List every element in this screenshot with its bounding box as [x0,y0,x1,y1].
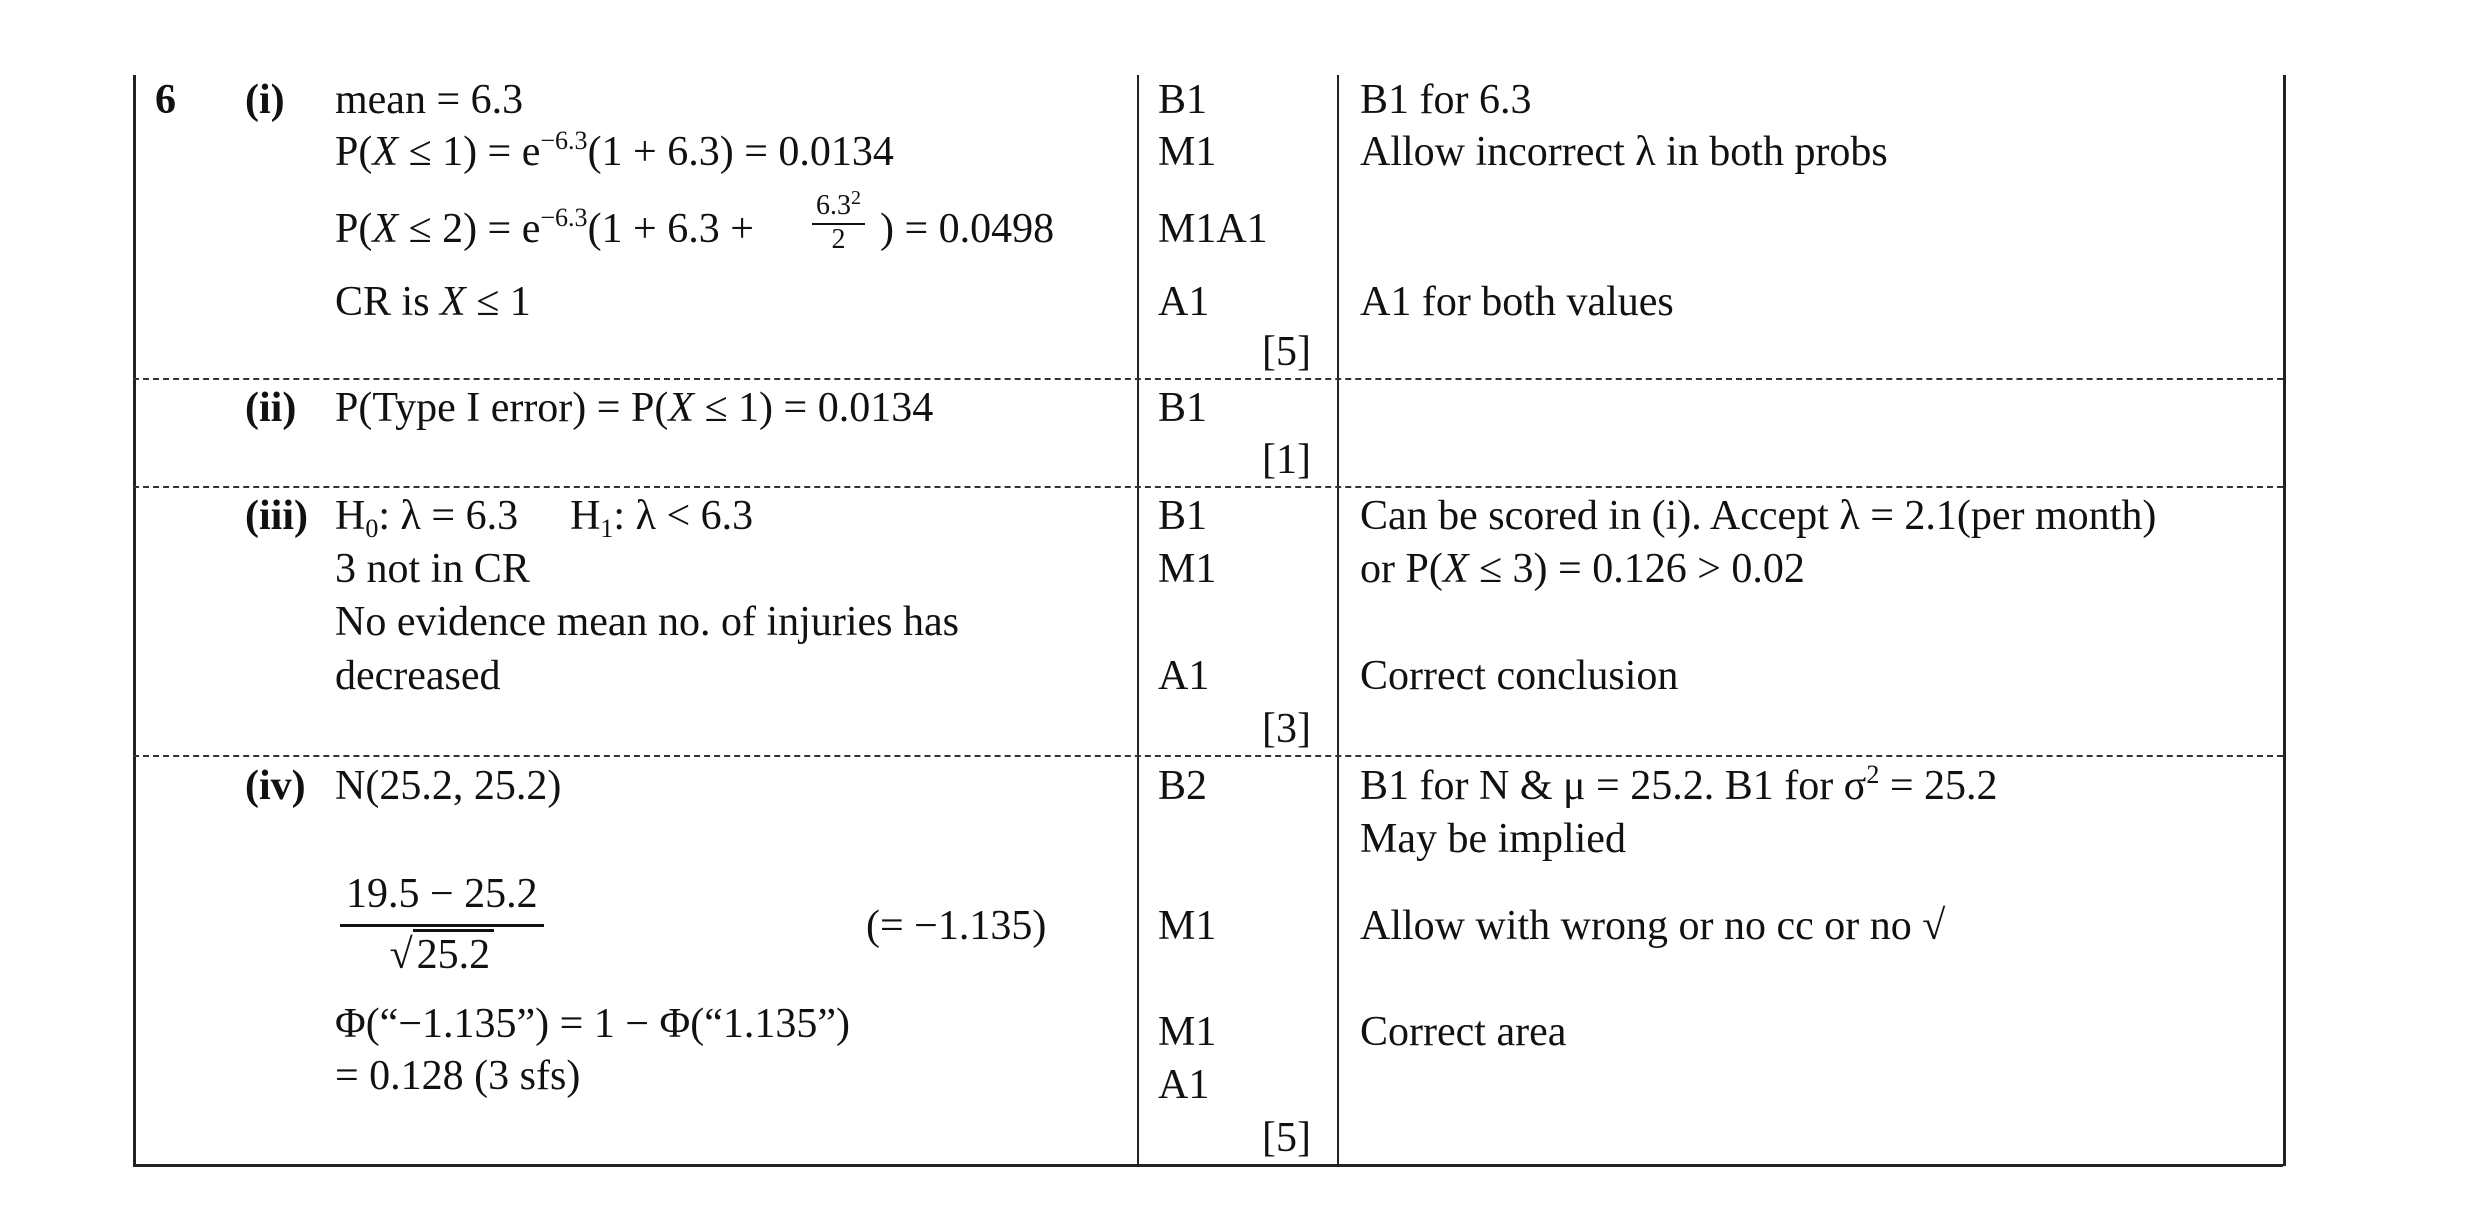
part-i-mark-4: A1 [1158,279,1210,325]
part-i-mark-3: M1A1 [1158,206,1268,252]
divider-iii-iv [133,755,2283,757]
part-iii-line-not-in-cr: 3 not in CR [335,546,530,592]
part-iii-mark-3: A1 [1158,653,1210,699]
part-iv-mark-2: M1 [1158,903,1217,949]
part-iii-mark-1: B1 [1158,493,1208,539]
part-iv-mark-3: M1 [1158,1009,1217,1055]
part-i-mark-1: B1 [1158,77,1208,123]
part-ii-line-type-i-error: P(Type I error) = P(X ≤ 1) = 0.0134 [335,385,934,431]
divider-ii-iii [133,486,2283,488]
part-i-line-cr: CR is X ≤ 1 [335,279,531,325]
part-iii-line-decreased: decreased [335,653,501,699]
part-iv-line-normal: N(25.2, 25.2) [335,763,562,809]
part-i-line-p-le-2: $P(X \le 2) = e^{-6.3}(1 + 6.3$ + [335,203,754,252]
part-iv-total: [5] [1262,1115,1311,1161]
divider-i-ii [133,378,2283,380]
part-label-i: (i) [245,77,285,123]
part-i-line-p-le-1: $P(X \le 1) = e^{-6.3}(1 + 6.3) = 0.0134$ [335,126,894,175]
marks-notes-divider [1337,75,1339,1166]
part-i-note-3: A1 for both values [1360,279,1674,325]
table-left-border [133,75,136,1166]
part-ii-mark-1: B1 [1158,385,1208,431]
part-iii-note-3: Correct conclusion [1360,653,1679,699]
part-ii-total: [1] [1262,437,1311,483]
part-label-ii: (ii) [245,385,297,431]
part-i-mark-2: M1 [1158,129,1217,175]
part-iv-note-1: B1 for N & μ = 25.2. B1 for $\sigma^2 = 25.2$ [1360,760,1998,809]
part-iii-note-1: Can be scored in (i). Accept λ = 2.1(per month) [1360,493,2157,539]
part-iv-line-phi: Φ(“−1.135”) = 1 − Φ(“1.135”) [335,1001,850,1047]
part-iii-hypotheses: $H_0$: λ = 6.3 $H_1$: λ < 6.3 [335,493,754,543]
part-iv-mark-1: B2 [1158,763,1208,809]
part-iv-note-4: Correct area [1360,1009,1567,1055]
table-bottom-border [133,1164,2283,1167]
part-i-line-mean: mean = 6.3 [335,77,524,123]
part-iv-mark-4: A1 [1158,1062,1210,1108]
part-i-line-p-le-2-result: ) = 0.0498 [880,206,1055,252]
part-iv-standardise-fraction: $\frac{19.5 - 25.2}{√25.2}$ [340,868,544,981]
part-iv-z-value: (= −1.135) [866,903,1047,949]
question-number: 6 [155,77,176,123]
part-iii-note-2: or P(X ≤ 3) = 0.126 > 0.02 [1360,546,1805,592]
part-label-iv: (iv) [245,763,306,809]
part-iv-note-2: May be implied [1360,816,1626,862]
table-right-border [2283,75,2286,1166]
part-iii-line-no-evidence: No evidence mean no. of injuries has [335,599,959,645]
answer-marks-divider [1137,75,1139,1166]
part-iii-mark-2: M1 [1158,546,1217,592]
part-i-note-2: Allow incorrect λ in both probs [1360,129,1888,175]
part-i-fraction: $\frac{6.3^2}{2}$ [812,191,865,255]
part-i-total: [5] [1262,329,1311,375]
part-i-note-1: B1 for 6.3 [1360,77,1532,123]
part-iii-total: [3] [1262,706,1311,752]
part-iv-line-result: = 0.128 (3 sfs) [335,1053,581,1099]
part-label-iii: (iii) [245,493,308,539]
part-iv-note-3: Allow with wrong or no cc or no √ [1360,903,1946,949]
